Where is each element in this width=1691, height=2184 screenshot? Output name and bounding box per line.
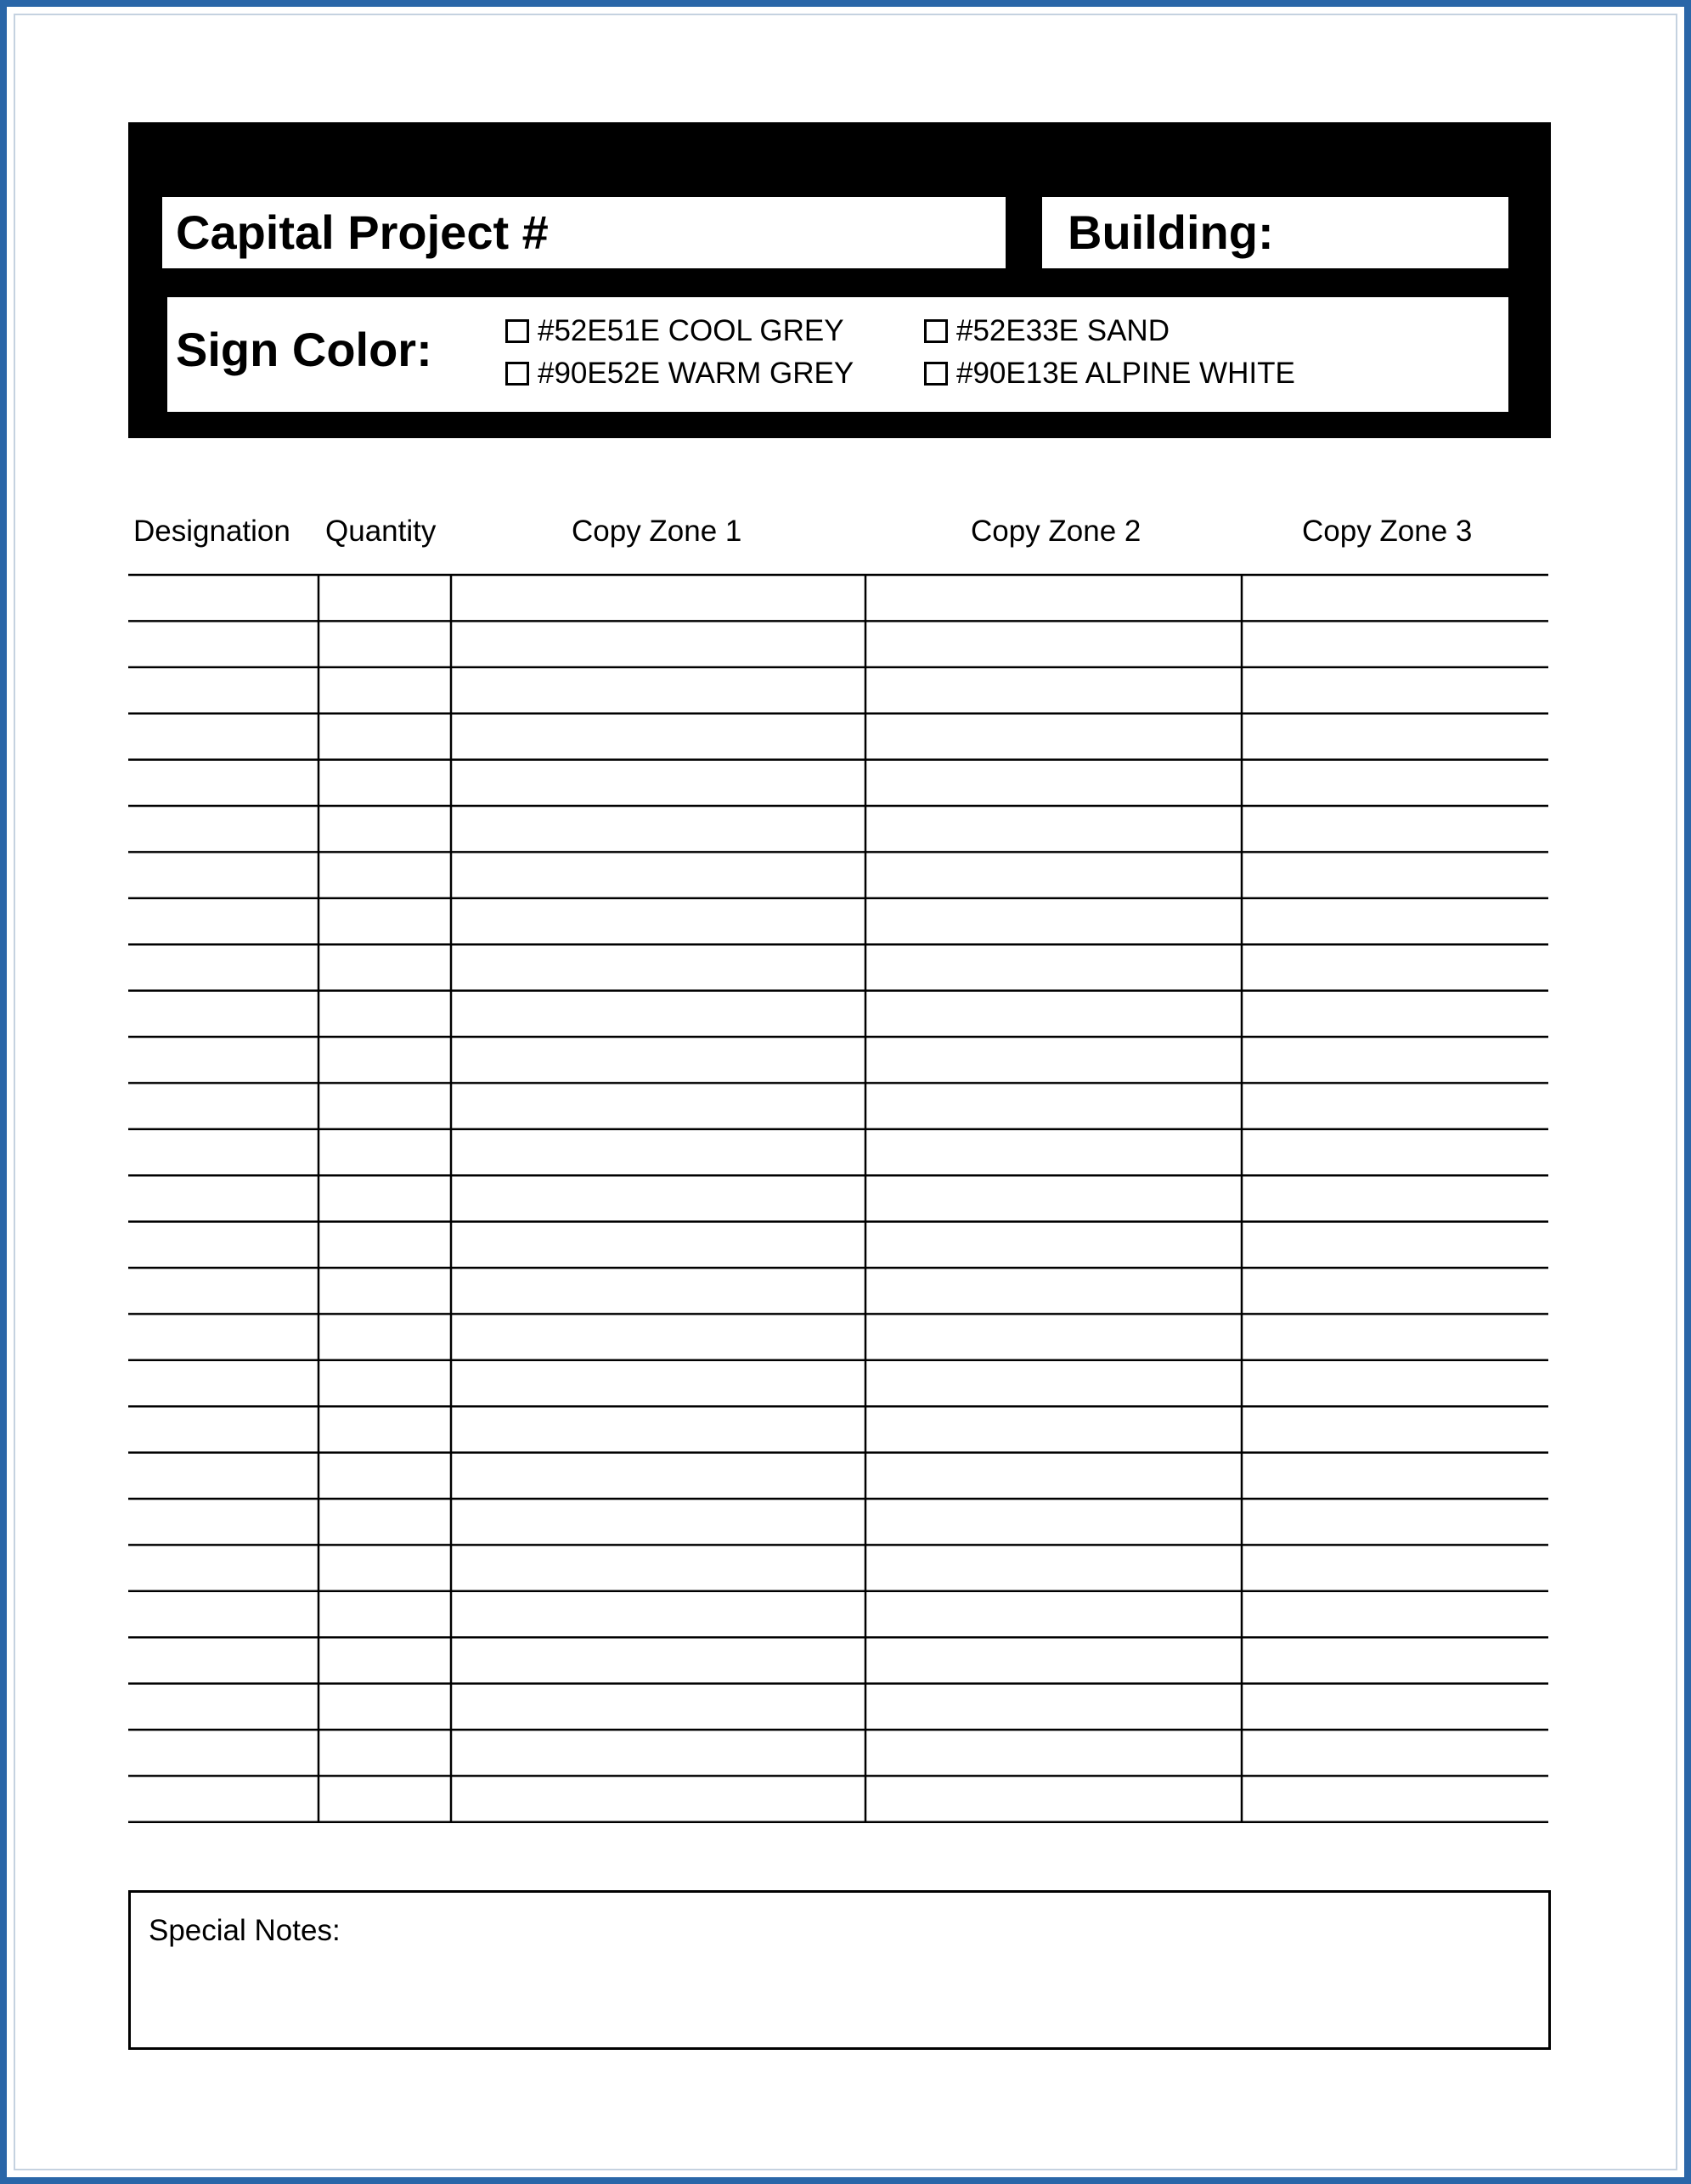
capital-project-field[interactable] <box>162 197 1006 268</box>
column-header-copy-zone-1: Copy Zone 1 <box>572 515 742 548</box>
color-option-label: #90E52E WARM GREY <box>538 357 854 390</box>
sign-color-section <box>167 297 1508 412</box>
building-field[interactable] <box>1042 197 1508 268</box>
header-panel <box>128 122 1551 438</box>
checkbox-icon[interactable] <box>505 319 529 343</box>
column-header-designation: Designation <box>133 515 290 548</box>
capital-project-label: Capital Project # <box>176 205 549 259</box>
special-notes-label: Special Notes: <box>149 1914 341 1947</box>
checkbox-icon[interactable] <box>924 319 948 343</box>
color-option-warm-grey[interactable] <box>505 357 854 391</box>
color-option-cool-grey[interactable] <box>505 314 844 348</box>
sign-color-label: Sign Color: <box>176 323 432 376</box>
color-option-sand[interactable] <box>924 314 1170 348</box>
checkbox-icon[interactable] <box>505 362 529 386</box>
column-header-copy-zone-2: Copy Zone 2 <box>971 515 1141 548</box>
table-header <box>128 515 1548 566</box>
column-header-quantity: Quantity <box>325 515 437 548</box>
color-option-label: #52E51E COOL GREY <box>538 314 844 347</box>
color-option-label: #52E33E SAND <box>956 314 1170 347</box>
column-header-copy-zone-3: Copy Zone 3 <box>1302 515 1473 548</box>
checkbox-icon[interactable] <box>924 362 948 386</box>
building-label: Building: <box>1068 205 1274 259</box>
special-notes-box[interactable] <box>128 1890 1551 2050</box>
color-option-alpine-white[interactable] <box>924 357 1295 391</box>
color-option-label: #90E13E ALPINE WHITE <box>956 357 1295 390</box>
